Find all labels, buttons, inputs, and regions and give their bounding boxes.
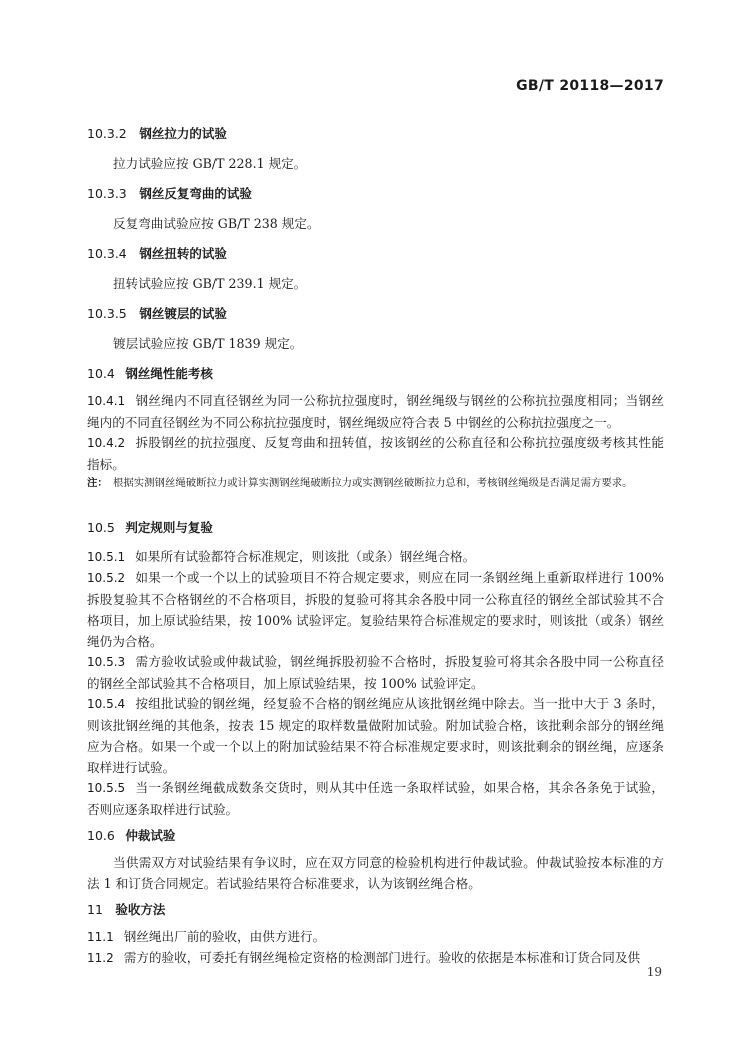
clause-10-5-1 bbox=[87, 546, 664, 568]
section-number: 10.3.5 bbox=[87, 306, 127, 321]
clause-number: 11.2 bbox=[87, 951, 114, 965]
clause-10-4-1 bbox=[87, 390, 664, 433]
section-heading-10-3-4 bbox=[87, 244, 227, 262]
section-heading-10-3-2 bbox=[87, 124, 227, 142]
section-heading-10-4 bbox=[87, 364, 213, 382]
clause-number: 10.5.2 bbox=[87, 571, 126, 585]
section-heading-10-3-3 bbox=[87, 184, 252, 202]
clause-text: 钢丝绳出厂前的验收，由供方进行。 bbox=[123, 929, 326, 944]
section-number: 10.5 bbox=[87, 520, 115, 535]
section-number: 11 bbox=[87, 902, 103, 917]
clause-text: 钢丝绳内不同直径钢丝为同一公称抗拉强度时，钢丝绳级与钢丝的公称抗拉强度相同；当钢丝绳内的不同直径钢丝为不同公称抗拉强度时，钢丝绳级应符合表 5 中钢丝的公称抗拉强度之一。 bbox=[87, 393, 664, 430]
section-number: 10.4 bbox=[87, 366, 115, 381]
paragraph-10-6: 当供需双方对试验结果有争议时，应在双方同意的检验机构进行仲裁试验。仲裁试验按本标准的方法 1 和订货合同规定。若试验结果符合标准要求，认为该钢丝绳合格。 bbox=[87, 855, 664, 891]
clause-text: 如果一个或一个以上的试验项目不符合规定要求，则应在同一条钢丝绳上重新取样进行 100% 拆股复验其不合格钢丝的不合格项目，拆股的复验可将其余各股中同一公称直径的钢丝全部试验其不合格项目，加上原试验结果，按 100% 试验评定。复验结果符合标准规定的要求时，则该批（或条）钢丝绳仍为合格。 bbox=[87, 570, 664, 649]
clause-number: 10.4.1 bbox=[87, 394, 126, 408]
clause-10-5-3 bbox=[87, 651, 664, 694]
section-heading-10-6 bbox=[87, 826, 175, 844]
section-body-10-3-3: 反复弯曲试验应按 GB/T 238 规定。 bbox=[113, 216, 320, 231]
clause-number: 10.5.5 bbox=[87, 781, 126, 795]
section-heading-10-3-5 bbox=[87, 304, 227, 322]
section-title: 仲裁试验 bbox=[125, 828, 176, 843]
section-heading-11 bbox=[87, 900, 165, 918]
section-number: 10.6 bbox=[87, 828, 115, 843]
clause-10-5-4 bbox=[87, 693, 664, 778]
clause-text: 拆股钢丝的抗拉强度、反复弯曲和扭转值，按该钢丝的公称直径和公称抗拉强度级考核其性能指标。 bbox=[87, 435, 664, 472]
section-title: 钢丝镀层的试验 bbox=[139, 306, 227, 321]
clause-11-1 bbox=[87, 926, 664, 948]
note-label: 注： bbox=[87, 477, 108, 489]
section-body-10-3-4: 扭转试验应按 GB/T 239.1 规定。 bbox=[113, 276, 307, 291]
section-title: 钢丝反复弯曲的试验 bbox=[139, 186, 252, 201]
clause-number: 10.5.1 bbox=[87, 550, 126, 564]
section-title: 钢丝拉力的试验 bbox=[139, 126, 227, 141]
section-number: 10.3.3 bbox=[87, 186, 127, 201]
clause-11-2 bbox=[87, 947, 664, 969]
clause-text: 需方的验收，可委托有钢丝绳检定资格的检测部门进行。验收的依据是本标准和订货合同及供 bbox=[123, 950, 641, 965]
clause-text: 需方验收试验或仲裁试验，钢丝绳拆股初验不合格时，拆股复验可将其余各股中同一公称直径的钢丝全部试验其不合格项目，加上原试验结果，按 100% 试验评定。 bbox=[87, 654, 664, 691]
clause-number: 10.4.2 bbox=[87, 436, 126, 450]
clause-text: 当一条钢丝绳截成数条交货时，则从其中任选一条取样试验，如果合格，其余各条免于试验，否则应逐条取样进行试验。 bbox=[87, 780, 664, 817]
clause-10-5-2 bbox=[87, 567, 664, 652]
section-heading-10-5 bbox=[87, 518, 213, 536]
clause-10-5-5 bbox=[87, 777, 664, 820]
section-number: 10.3.4 bbox=[87, 246, 127, 261]
clause-number: 11.1 bbox=[87, 930, 114, 944]
note bbox=[87, 474, 664, 492]
section-number: 10.3.2 bbox=[87, 126, 127, 141]
page-number: 19 bbox=[646, 965, 662, 979]
clause-text: 按组批试验的钢丝绳，经复验不合格的钢丝绳应从该批钢丝绳中除去。当一批中大于 3 条时，则该批钢丝绳的其他条，按表 15 规定的取样数量做附加试验。附加试验合格，该批剩余部分的钢丝绳应为合格。如果一个或一个以上的附加试验结果不符合标准规定要求时，则该批剩余的钢丝绳，应逐条取样进行试验。 bbox=[87, 696, 664, 775]
section-title: 钢丝扭转的试验 bbox=[139, 246, 227, 261]
note-text: 根据实测钢丝绳破断拉力或计算实测钢丝绳破断拉力或实测钢丝破断拉力总和，考核钢丝绳级是否满足需方要求。 bbox=[113, 477, 633, 489]
section-title: 判定规则与复验 bbox=[125, 520, 213, 535]
section-title: 钢丝绳性能考核 bbox=[125, 366, 213, 381]
clause-number: 10.5.4 bbox=[87, 697, 126, 711]
standard-code: GB/T 20118—2017 bbox=[516, 78, 664, 94]
section-body-10-3-2: 拉力试验应按 GB/T 228.1 规定。 bbox=[113, 156, 307, 171]
clause-number: 10.5.3 bbox=[87, 655, 126, 669]
clause-10-4-2 bbox=[87, 432, 664, 475]
section-title: 验收方法 bbox=[115, 902, 166, 917]
clause-text: 如果所有试验都符合标准规定，则该批（或条）钢丝绳合格。 bbox=[135, 549, 476, 564]
section-body-10-3-5: 镀层试验应按 GB/T 1839 规定。 bbox=[113, 336, 303, 351]
